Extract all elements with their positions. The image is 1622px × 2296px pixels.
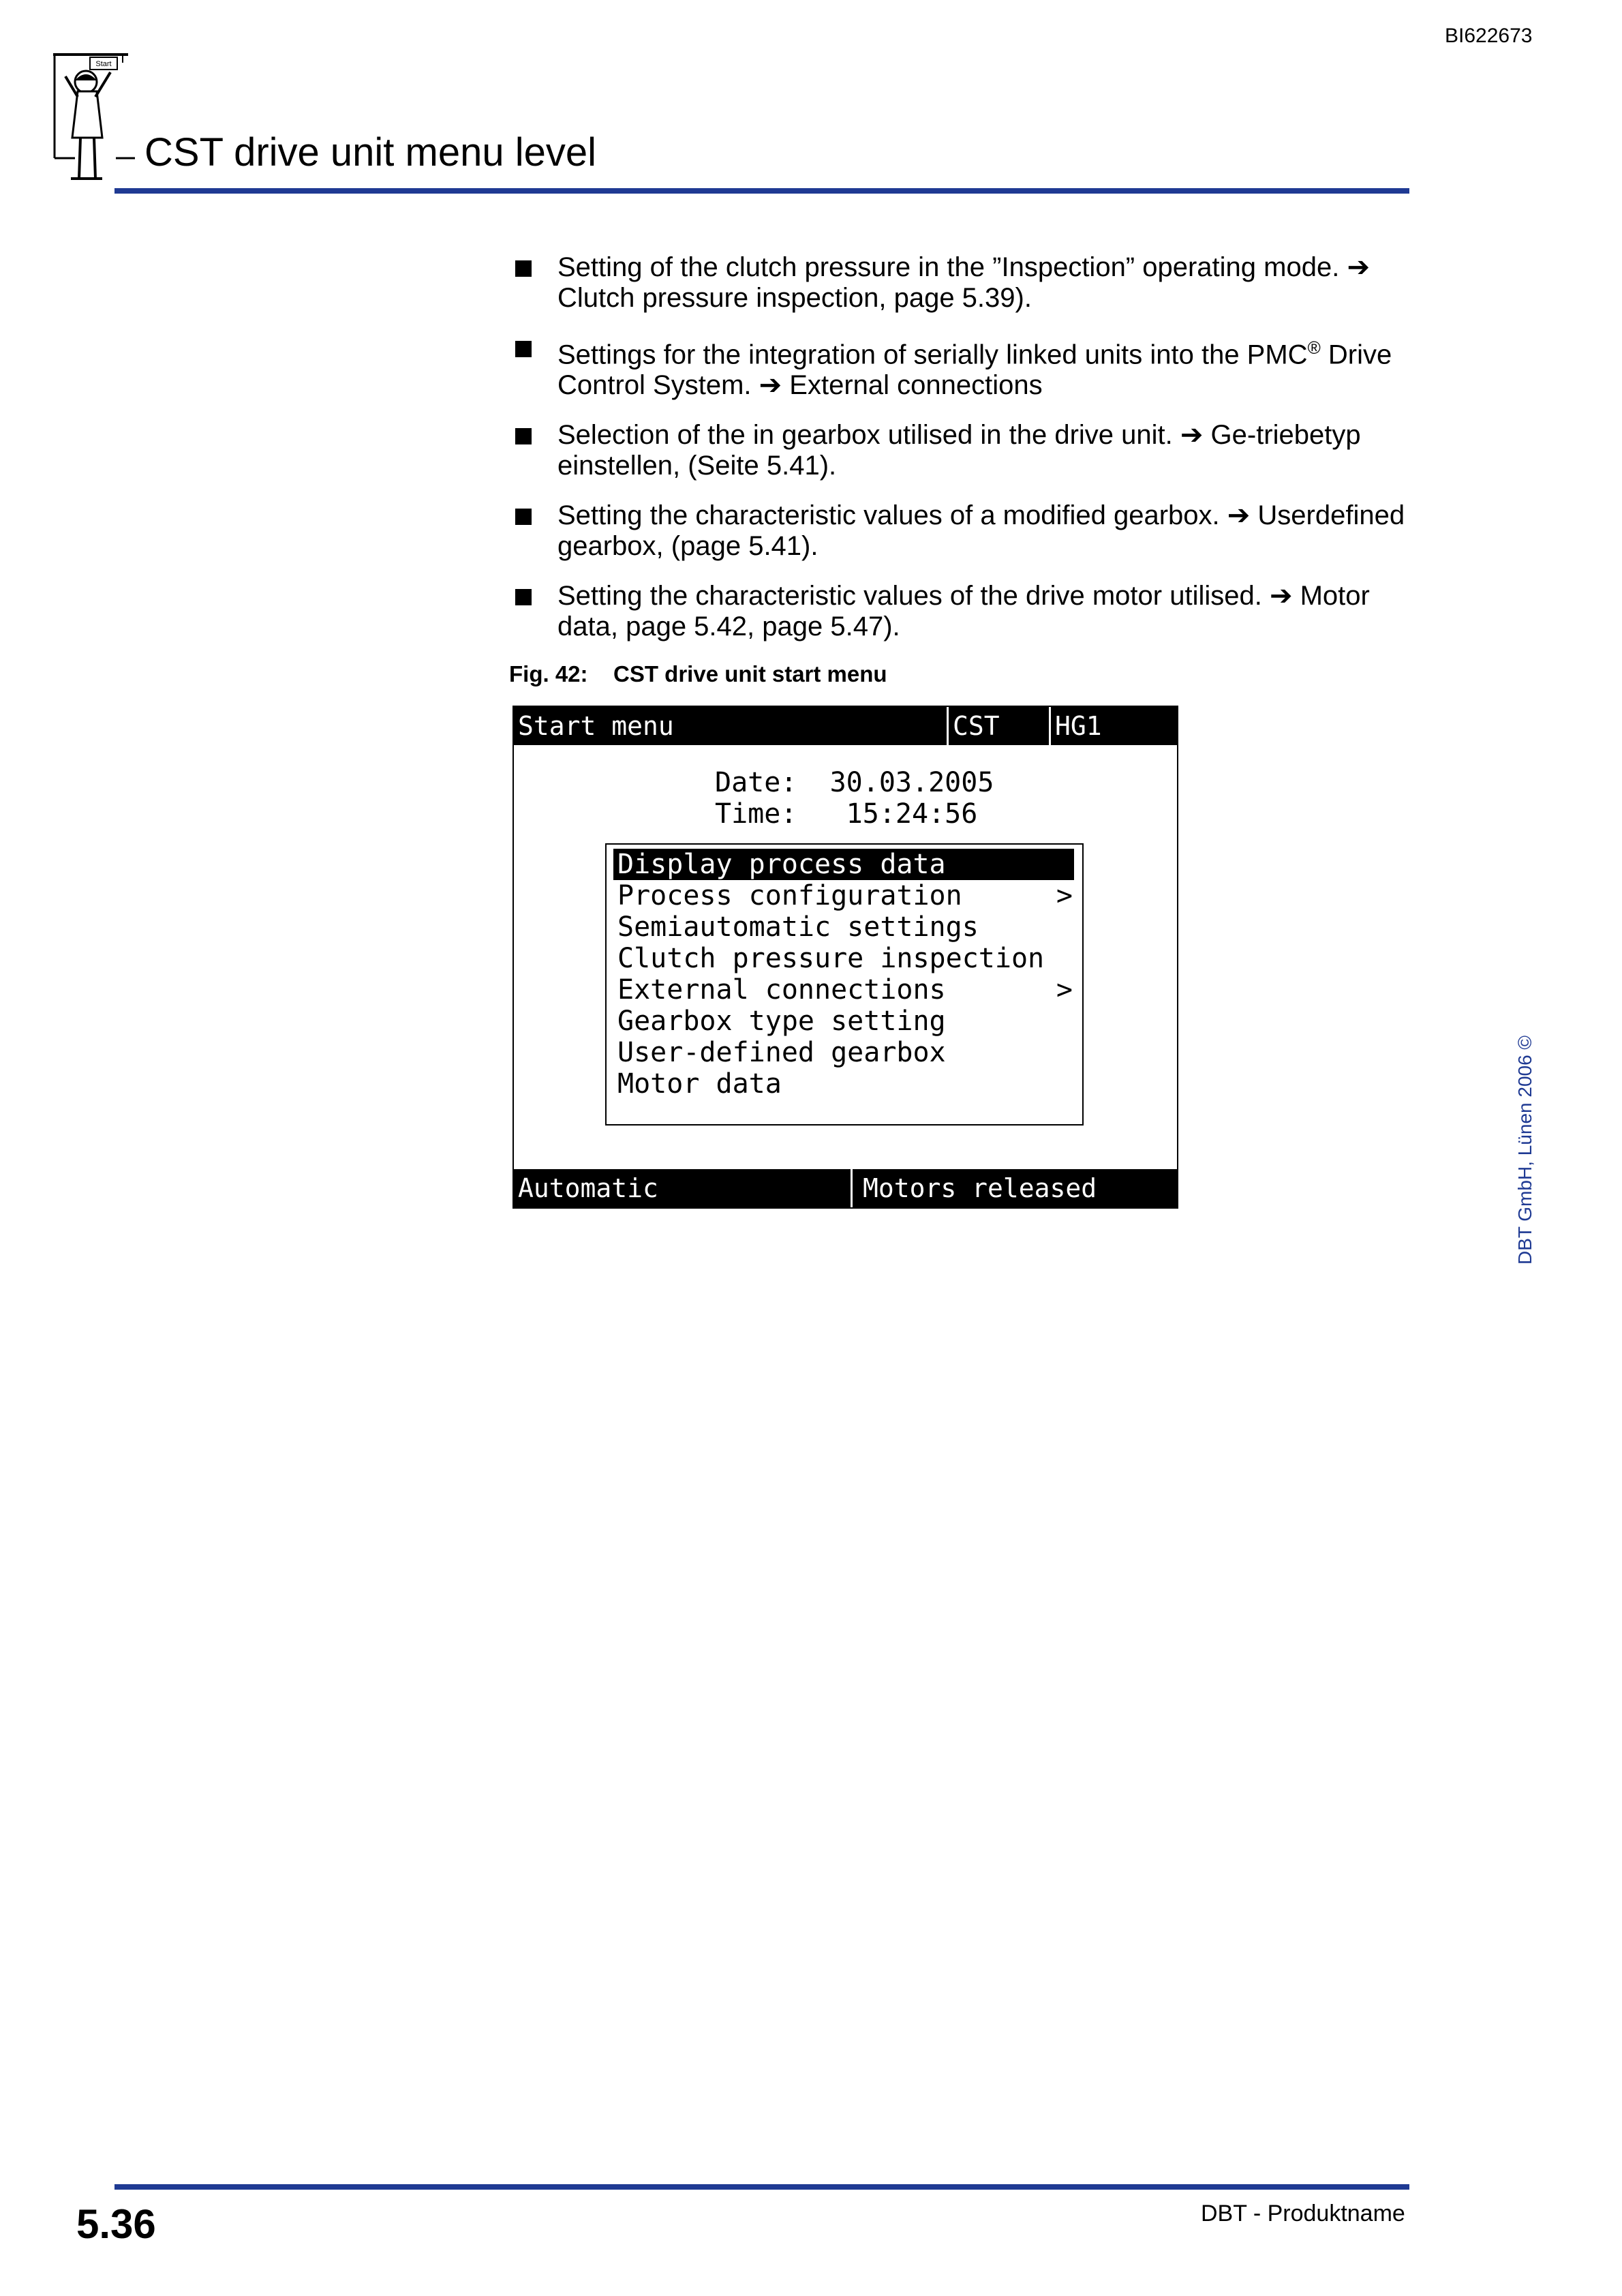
list-item: Setting of the clutch pressure in the ”Inspection” operating mode. ➔ Clutch pressure inspection, page 5.39). (511, 252, 1411, 314)
figure-number: Fig. 42: (509, 661, 588, 686)
menu-item-clutch-pressure-inspection[interactable]: Clutch pressure inspection (617, 943, 1045, 974)
menu-item-display-process-data[interactable]: Display process data (613, 849, 1074, 880)
menu-item-motor-data[interactable]: Motor data (617, 1068, 782, 1100)
bullet-square-icon (515, 428, 532, 444)
status-mode: Automatic (518, 1173, 658, 1203)
list-item: Setting the characteristic values of the drive motor utilised. ➔ Motor data, page 5.42, page 5.47). (511, 581, 1411, 642)
status-motors: Motors released (863, 1173, 1097, 1203)
page-number: 5.36 (76, 2201, 156, 2247)
svg-text:Start: Start (95, 60, 112, 68)
bullet-list (511, 252, 1411, 661)
screen-mode: CST (953, 711, 1000, 741)
datetime-block (715, 767, 994, 830)
figure-caption (509, 661, 887, 687)
footer-rule (114, 2184, 1409, 2190)
menu-item-gearbox-type-setting[interactable]: Gearbox type setting (617, 1006, 946, 1037)
start-menu-list (605, 843, 1084, 1126)
menu-item-semiautomatic-settings[interactable]: Semiautomatic settings (617, 911, 979, 943)
document-id: BI622673 (1445, 25, 1533, 47)
list-item: Settings for the integration of serially linked units into the PMC® Drive Control System. ➔ External connections (511, 333, 1411, 401)
list-item: Setting the characteristic values of a modified gearbox. ➔ Userdefined gearbox, (page 5.41). (511, 500, 1411, 562)
chevron-right-icon: > (1056, 880, 1073, 911)
bullet-square-icon (515, 341, 532, 357)
bullet-square-icon (515, 260, 532, 277)
figure-title: CST drive unit start menu (613, 661, 887, 686)
time-line: Time: 15:24:56 (715, 798, 978, 830)
title-rule (114, 188, 1409, 194)
screen-unit: HG1 (1055, 711, 1102, 741)
screen-title: Start menu (518, 711, 674, 741)
chevron-right-icon: > (1056, 974, 1073, 1006)
start-figure-logo (48, 49, 136, 185)
list-item: Selection of the in gearbox utilised in the drive unit. ➔ Ge-triebetyp einstellen, (Seite 5.41). (511, 420, 1411, 481)
terminal-screen (512, 706, 1178, 1209)
product-name: DBT - Produktname (1201, 2201, 1405, 2226)
page-title: CST drive unit menu level (144, 130, 597, 175)
status-divider (851, 1169, 853, 1207)
bullet-square-icon (515, 509, 532, 525)
copyright-note: DBT GmbH, Lünen 2006 © (1514, 1035, 1535, 1265)
menu-item-external-connections[interactable]: External connections > (617, 974, 1073, 1006)
menu-item-user-defined-gearbox[interactable]: User-defined gearbox (617, 1037, 946, 1068)
bullet-square-icon (515, 589, 532, 605)
menu-item-process-configuration[interactable]: Process configuration > (617, 880, 1073, 911)
screen-header-bar (514, 707, 1177, 745)
date-line: Date: 30.03.2005 (715, 767, 994, 798)
screen-status-bar (514, 1169, 1177, 1207)
